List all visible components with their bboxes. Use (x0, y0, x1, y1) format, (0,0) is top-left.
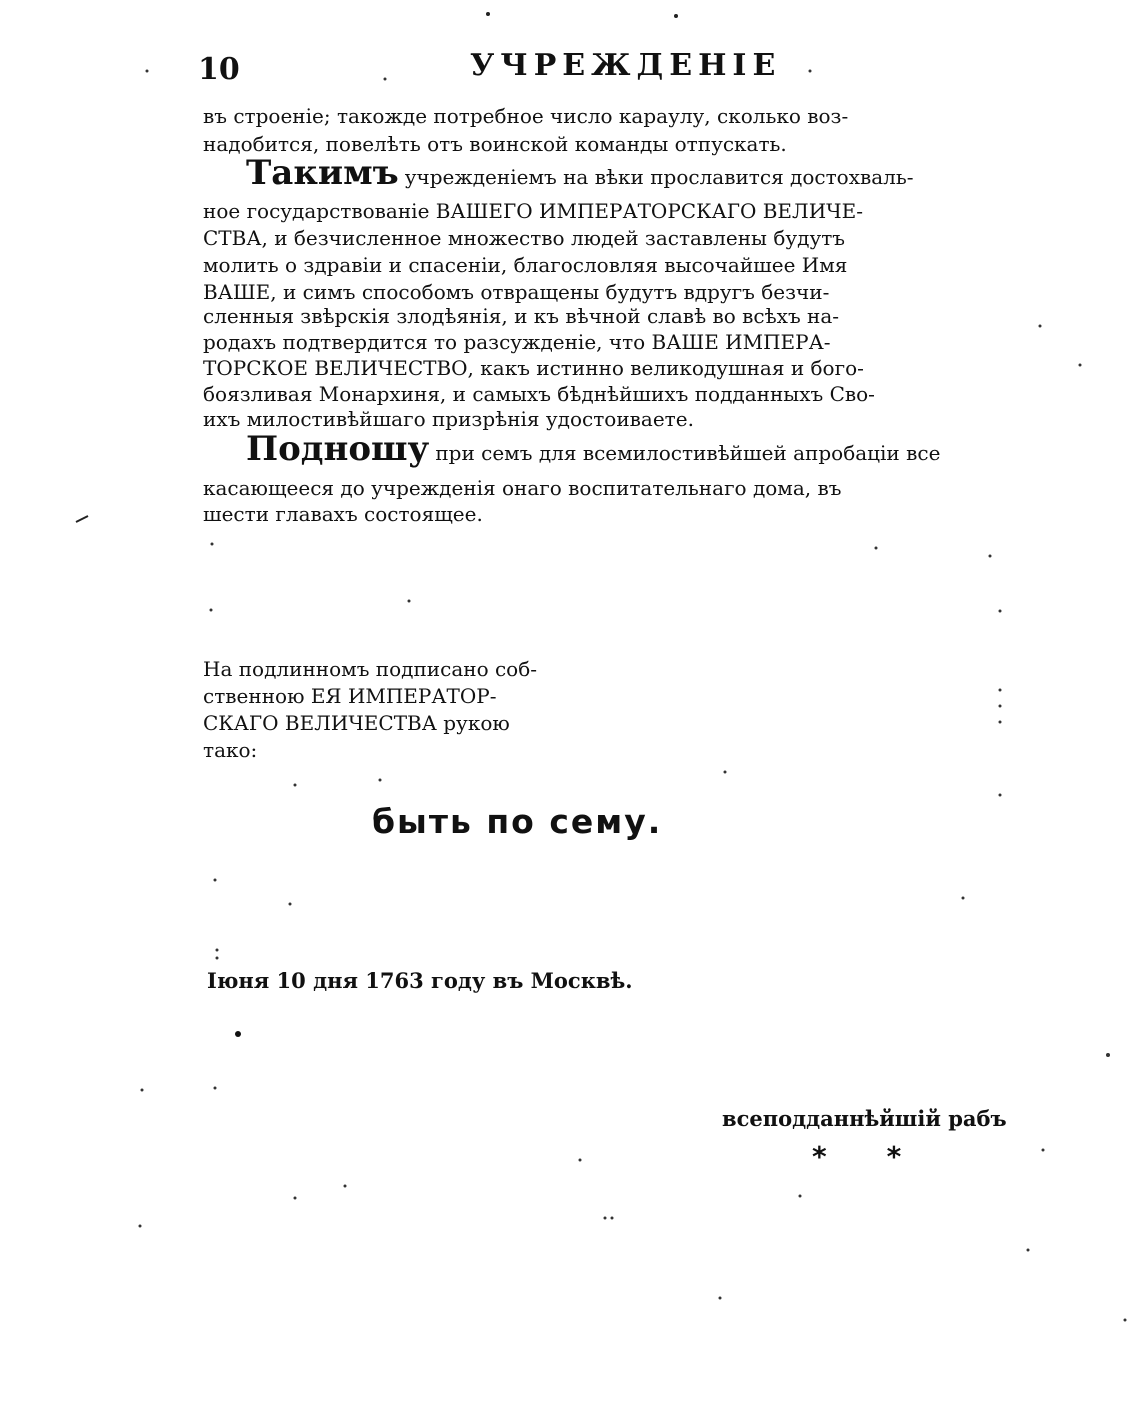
text-line (246, 153, 996, 193)
signature-asterisks: ** (812, 1140, 962, 1173)
date-line: Iюня 10 дня 1763 году въ Москвѣ. (207, 968, 633, 993)
text-line: родахъ подтвердится то разсужденiе, что ВАШЕ ИМПЕРА- (203, 330, 831, 354)
text-line-body: учрежденiемъ на вѣки прославится достохваль- (404, 165, 914, 189)
text-line: надобится, повелѣть отъ воинской команды отпускать. (203, 132, 787, 156)
lead-word: Подношу (246, 429, 430, 469)
text-line: ихъ милостивѣйшаго призрѣнiя удостоиваете. (203, 407, 694, 431)
text-line (246, 429, 996, 469)
text-line: шести главахъ состоящее. (203, 502, 483, 526)
page-number: 10 (198, 52, 240, 87)
signature-note (203, 656, 623, 764)
imperial-resolution: быть по сему. (372, 802, 663, 841)
text-line: СТВА, и безчисленное множество людей заставлены будутъ (203, 226, 846, 250)
text-line: ВАШЕ, и симъ способомъ отвращены будутъ вдругъ безчи- (203, 280, 830, 304)
signature-note-line: На подлинномъ подписано соб- (203, 657, 538, 681)
text-line: боязливая Монархиня, и самыхъ бѣднѣйшихъ подданныхъ Сво- (203, 382, 875, 406)
text-line: молить о здравiи и спасенiи, благословляя высочайшее Имя (203, 253, 848, 277)
text-line: касающееся до учрежденiя онаго воспитательнаго дома, въ (203, 476, 842, 500)
text-line: въ строенiе; такожде потребное число караулу, сколько воз- (203, 104, 849, 128)
text-line: сленныя звѣрскiя злодѣянiя, и къ вѣчной славѣ во всѣхъ на- (203, 304, 840, 328)
lead-word: Такимъ (246, 153, 399, 193)
running-title: УЧРЕЖДЕНIЕ (470, 48, 782, 83)
text-line: ное государствованiе ВАШЕГО ИМПЕРАТОРСКАГО ВЕЛИЧЕ- (203, 199, 863, 223)
closing-signature: всеподданнѣйшiй рабъ (722, 1106, 1007, 1131)
signature-note-line: СКАГО ВЕЛИЧЕСТВА рукою (203, 711, 510, 735)
text-line: ТОРСКОЕ ВЕЛИЧЕСТВО, какъ истинно великодушная и бого- (203, 356, 864, 380)
page-header (198, 44, 998, 88)
signature-note-line: тако: (203, 738, 258, 762)
text-line-body: при семъ для всемилостивѣйшей апробацiи все (435, 441, 941, 465)
signature-note-line: ственною ЕЯ ИМПЕРАТОР- (203, 684, 497, 708)
